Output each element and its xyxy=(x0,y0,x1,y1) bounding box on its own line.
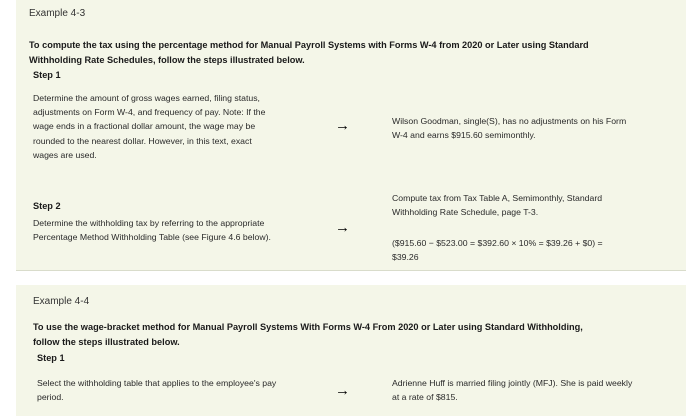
intro-line: follow the steps illustrated below. xyxy=(33,337,180,347)
step-1-description xyxy=(37,376,337,404)
desc-line: Percentage Method Withholding Table (see Figure 4.6 below). xyxy=(33,232,271,243)
example-title: Example 4-4 xyxy=(33,296,90,307)
desc-line: Determine the amount of gross wages earned, filing status, xyxy=(33,93,260,103)
example-intro xyxy=(33,320,683,350)
step-2-calculation xyxy=(392,236,682,264)
calc-line: $39.26 xyxy=(392,252,419,263)
result-line: at a rate of $815. xyxy=(392,392,458,403)
step-2-description xyxy=(33,216,333,244)
calc-line: ($915.60 − $523.00 = $392.60 × 10% = $39.26 + $0) = xyxy=(392,238,603,248)
arrow-right-icon: → xyxy=(335,117,350,134)
result-line: W-4 and earns $915.60 semimonthly. xyxy=(392,130,536,141)
note-line: Withholding Rate Schedule, page T-3. xyxy=(392,207,539,218)
desc-line: Select the withholding table that applies to the employee's pay xyxy=(37,378,277,388)
step-2-label: Step 2 xyxy=(33,201,61,211)
step-1-label: Step 1 xyxy=(37,353,65,363)
intro-line: Withholding Rate Schedules, follow the steps illustrated below. xyxy=(29,55,305,65)
step-1-result xyxy=(392,114,682,142)
example-title: Example 4-3 xyxy=(29,8,86,19)
result-line: Wilson Goodman, single(S), has no adjustments on his Form xyxy=(392,116,627,126)
step-1-result xyxy=(392,376,687,404)
intro-line: To use the wage-bracket method for Manual Payroll Systems With Forms W-4 From 2020 or Later using Standard Withholding, xyxy=(33,322,583,332)
example-intro xyxy=(29,38,679,68)
result-line: Adrienne Huff is married filing jointly (MFJ). She is paid weekly xyxy=(392,378,633,388)
step-1-label: Step 1 xyxy=(33,70,61,80)
intro-line: To compute the tax using the percentage method for Manual Payroll Systems with Forms W-4 from 2020 or Later using Standard xyxy=(29,40,589,50)
desc-line: wage ends in a fractional dollar amount, the wage may be xyxy=(33,121,256,132)
desc-line: period. xyxy=(37,392,64,403)
arrow-right-icon: → xyxy=(335,382,350,399)
step-1-description xyxy=(33,91,333,162)
desc-line: rounded to the nearest dollar. However, in this text, exact xyxy=(33,135,252,146)
divider xyxy=(16,270,686,271)
arrow-right-icon: → xyxy=(335,219,350,236)
desc-line: Determine the withholding tax by referring to the appropriate xyxy=(33,218,265,228)
step-2-note xyxy=(392,191,682,219)
desc-line: adjustments on Form W-4, and frequency of pay. Note: If the xyxy=(33,107,266,118)
note-line: Compute tax from Tax Table A, Semimonthly, Standard xyxy=(392,193,603,203)
desc-line: wages are used. xyxy=(33,149,97,160)
